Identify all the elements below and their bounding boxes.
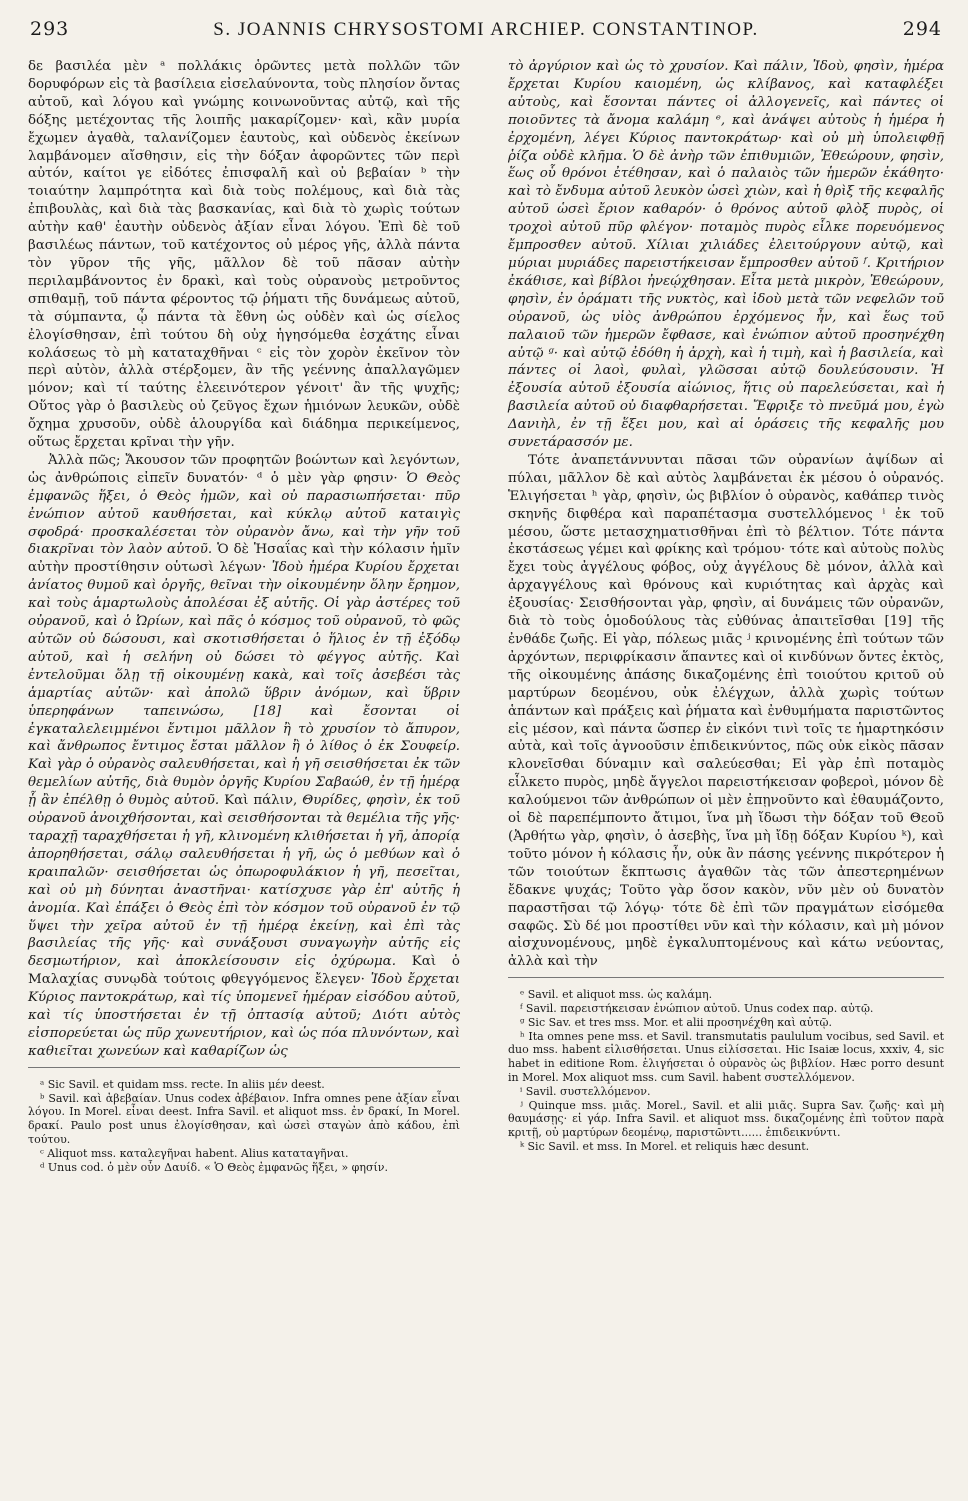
paragraph: τὸ ἀργύριον καὶ ὡς τὸ χρυσίον. Καὶ πάλιν, Ἰδοὺ, φησὶν, ἡμέρα ἔρχεται Κυρίου καιομένη, ὡς κλίβανος, καὶ καταφλέξει αὐτοὺς, καὶ ἔσονται πάντες οἱ ἀλλογενεῖς, καὶ πάντες οἱ ποιοῦντες τὰ ἄνομα καλάμη ᵉ, καὶ ἀνάψει αὐτοὺς ἡ ἡμέρα ἡ ἐρχομένη, λέγει Κύριος παντοκράτωρ· καὶ οὐ μὴ ὑπολειφθῇ ῥίζα οὐδὲ κλῆμα. Ὁ δὲ ἀνὴρ τῶν ἐπιθυμιῶν, Ἐθεώρουν, φησὶν, ἕως οὗ θρόνοι ἐτέθησαν, καὶ ὁ παλαιὸς τῶν ἡμερῶν ἐκάθητο· καὶ τὸ ἔνδυμα αὐτοῦ λευκὸν ὡσεὶ χιὼν, καὶ ἡ θρὶξ τῆς κεφαλῆς αὐτοῦ ὡσεὶ ἔριον καθαρόν· ὁ θρόνος αὐτοῦ φλὸξ πυρὸς, οἱ τροχοὶ αὐτοῦ πῦρ φλέγον· ποταμὸς πυρὸς εἷλκε πορευόμενος ἔμπροσθεν αὐτοῦ. Χίλιαι χιλιάδες ἐλειτούργουν αὐτῷ, καὶ μύριαι μυριάδες παρειστήκεισαν ἔμπροσθεν αὐτοῦ ᶠ. Κριτήριον ἐκάθισε, καὶ βίβλοι ἠνεῴχθησαν. Εἶτα μετὰ μικρὸν, Ἐθεώρουν, φησὶν, ἐν ὁράματι τῆς νυκτὸς, καὶ ἰδοὺ μετὰ τῶν νεφελῶν τοῦ οὐρανοῦ, ὡς υἱὸς ἀνθρώπου ἐρχόμενος ἦν, καὶ ἕως τοῦ παλαιοῦ τῶν ἡμερῶν ἔφθασε, καὶ ἐνώπιον αὐτοῦ προσηνέχθη αὐτῷ ᵍ· καὶ αὐτῷ ἐδόθη ἡ ἀρχὴ, καὶ ἡ τιμὴ, καὶ ἡ βασιλεία, καὶ πάντες οἱ λαοὶ, φυλαὶ, γλῶσσαι αὐτῷ δουλεύσουσιν. Ἡ ἐξουσία αὐτοῦ ἐξουσία αἰώνιος, ἥτις οὐ παρελεύσεται, καὶ ἡ βασιλεία αὐτοῦ οὐ διαφθαρήσεται. Ἔφριξε τὸ πνεῦμά μου, ἐγὼ Δανιὴλ, ἐν τῇ ἕξει μου, καὶ αἱ ὁράσεις τῆς κεφαλῆς μου συνετάρασσόν με. <box>508 59 944 451</box>
quotation: Θυρίδες, φησὶν, ἐκ τοῦ οὐρανοῦ ἀνοιχθήσονται, καὶ σεισθήσονται τὰ θεμέλια τῆς γῆς· ταραχῇ ταραχθήσεται ἡ γῆ, κλινομένη κλιθήσεται ἡ γῆ, ἀπορίᾳ ἀπορηθήσεται, σάλῳ σαλευθήσεται ἡ γῆ, ὡς ὁ μεθύων καὶ ὁ κραιπαλῶν· σεισθήσεται ὡς ὀπωροφυλάκιον ἡ γῆ, πεσεῖται, καὶ οὐ μὴ δύνηται ἀναστῆναι· κατίσχυσε γὰρ ἐπ' αὐτῆς ἡ ἀνομία. Καὶ ἐπάξει ὁ Θεὸς ἐπὶ τὸν κόσμον τοῦ οὐρανοῦ ἐν τῷ ὕψει τὴν χεῖρα αὐτοῦ ἐν τῇ ἡμέρᾳ ἐκείνῃ, καὶ ἐπὶ τὰς βασιλείας τῆς γῆς· καὶ συνάξουσι συναγωγὴν αὐτῆς εἰς δεσμωτήριον, καὶ ἀποκλείσουσιν εἰς ὀχύρωμα. <box>28 793 461 970</box>
left-column <box>28 58 460 1174</box>
footnote-divider <box>508 977 944 978</box>
quotation: Ἰδοὺ ἔρχεται Κύριος παντοκράτωρ, καὶ τίς ὑπομενεῖ ἡμέραν εἰσόδου αὐτοῦ, καὶ τίς ὑποστήσεται ἐν τῇ ὀπτασίᾳ αὐτοῦ; Διότι αὐτὸς εἰσπορεύεται ὡς πῦρ χωνευτήριον, καὶ ὡς πόα πλυνόντων, καὶ καθιεῖται χωνεύων καὶ καθαρίζων ὡς <box>28 972 460 1059</box>
footnote: ʲ Quinque mss. μιᾶς. Morel., Savil. et alii μιᾶς. Supra Sav. ζωῆς· καὶ μὴ θαυμάσῃς· εἰ γάρ. Infra Savil. et aliquot mss. δικαζομένης ἐπὶ τοῦτον παρὰ κριτῇ, οὐ μαρτύρων δεομένῳ, παριστῶντι...... ἐπιδεικνύντι. <box>508 1098 944 1140</box>
page-number-right: 294 <box>902 18 942 40</box>
footnote: ᶜ Aliquot mss. καταλεγῆναι habent. Alius καταταγῆναι. <box>40 1146 349 1160</box>
footnotes-left <box>28 1078 460 1175</box>
right-column <box>508 58 944 1154</box>
footnotes-right <box>508 988 944 1154</box>
footnote: ᵉ Savil. et aliquot mss. ὡς καλάμη. <box>520 988 713 1002</box>
page-number-left: 293 <box>30 18 70 40</box>
footnote: ᶠ Savil. παρειστήκεισαν ἐνώπιον αὐτοῦ. Unus codex παρ. αὐτῷ. <box>520 1002 874 1016</box>
footnote: ⁱ Savil. συστελλόμενον. <box>520 1084 651 1098</box>
paragraph: Ἀλλὰ πῶς; Ἄκουσον τῶν προφητῶν βοώντων καὶ λεγόντων, ὡς ἀνθρώποις εἰπεῖν δυνατόν· ᵈ ὁ μὲν γὰρ φησιν· Ὁ Θεὸς ἐμφανῶς ἥξει, ὁ Θεὸς ἡμῶν, καὶ οὐ παρασιωπήσεται· πῦρ ἐνώπιον αὐτοῦ καυθήσεται, καὶ κύκλῳ αὐτοῦ καταιγὶς σφοδρά· προσκαλέσεται τὸν οὐρανὸν ἄνω, καὶ τὴν γῆν τοῦ διακρῖναι τὸν λαὸν αὐτοῦ. Ὁ δὲ Ἡσαΐας καὶ τὴν κόλασιν ἡμῖν αὐτὴν προστίθησιν οὑτωσὶ λέγων· Ἰδοὺ ἡμέρα Κυρίου ἔρχεται ἀνίατος θυμοῦ καὶ ὀργῆς, θεῖναι τὴν οἰκουμένην ὅλην ἔρημον, καὶ τοὺς ἁμαρτωλοὺς ἀπολέσαι ἐξ αὐτῆς. Οἱ γὰρ ἀστέρες τοῦ οὐρανοῦ, καὶ ὁ Ὠρίων, καὶ πᾶς ὁ κόσμος τοῦ οὐρανοῦ, τὸ φῶς αὐτῶν οὐ δώσουσι, καὶ σκοτισθήσεται ὁ ἥλιος ἐν τῇ ἐξόδῳ αὐτοῦ, καὶ ἡ σελήνη οὐ δώσει τὸ φέγγος αὐτῆς. Καὶ ἐντελοῦμαι ὅλῃ τῇ οἰκουμένῃ κακὰ, καὶ τοῖς ἀσεβέσι τὰς ἁμαρτίας αὐτῶν· καὶ ἀπολῶ ὕβριν ἀνόμων, καὶ ὕβριν ὑπερηφάνων ταπεινώσω, [18] καὶ ἔσονται οἱ ἐγκαταλελειμμένοι ἔντιμοι μᾶλλον ἢ τὸ χρυσίον τὸ ἄπυρον, καὶ ἄνθρωπος ἔντιμος ἔσται μᾶλλον ἢ ὁ λίθος ὁ ἐκ Σουφείρ. Καὶ γὰρ ὁ οὐρανὸς σαλευθήσεται, καὶ ἡ γῆ σεισθήσεται ἐκ τῶν θεμελίων αὐτῆς, διὰ θυμὸν ὀργῆς Κυρίου Σαβαώθ, ἐν τῇ ἡμέρᾳ ᾗ ἂν ἐπέλθῃ ὁ θυμὸς αὐτοῦ. Καὶ πάλιν, Θυρίδες, φησὶν, ἐκ τοῦ οὐρανοῦ ἀνοιχθήσονται, καὶ σεισθήσονται τὰ θεμέλια τῆς γῆς· ταραχῇ ταραχθήσεται ἡ γῆ, κλινομένη κλιθήσεται ἡ γῆ, ἀπορίᾳ ἀπορηθήσεται, σάλῳ σαλευθήσεται ἡ γῆ, ὡς ὁ μεθύων καὶ ὁ κραιπαλῶν· σεισθήσεται ὡς ὀπωροφυλάκιον ἡ γῆ, πεσεῖται, καὶ οὐ μὴ δύνηται ἀναστῆναι· κατίσχυσε γὰρ ἐπ' αὐτῆς ἡ ἀνομία. Καὶ ἐπάξει ὁ Θεὸς ἐπὶ τὸν κόσμον τοῦ οὐρανοῦ ἐν τῷ ὕψει τὴν χεῖρα αὐτοῦ ἐν τῇ ἡμέρᾳ ἐκείνῃ, καὶ ἐπὶ τὰς βασιλείας τῆς γῆς· καὶ συνάξουσι συναγωγὴν αὐτῆς εἰς δεσμωτήριον, καὶ ἀποκλείσουσιν εἰς ὀχύρωμα. Καὶ ὁ Μαλαχίας συνῳδὰ τούτοις φθεγγόμενος ἔλεγεν· Ἰδοὺ ἔρχεται Κύριος παντοκράτωρ, καὶ τίς ὑπομενεῖ ἡμέραν εἰσόδου αὐτοῦ, καὶ τίς ὑποστήσεται ἐν τῇ ὀπτασίᾳ αὐτοῦ; Διότι αὐτὸς εἰσπορεύεται ὡς πῦρ χωνευτήριον, καὶ ὡς πόα πλυνόντων, καὶ καθιεῖται χωνεύων καὶ καθαρίζων ὡς <box>28 452 461 1059</box>
quotation: Ἰδοὺ ἡμέρα Κυρίου ἔρχεται ἀνίατος θυμοῦ καὶ ὀργῆς, θεῖναι τὴν οἰκουμένην ὅλην ἔρημον, καὶ τοὺς ἁμαρτωλοὺς ἀπολέσαι ἐξ αὐτῆς. Οἱ γὰρ ἀστέρες τοῦ οὐρανοῦ, καὶ ὁ Ὠρίων, καὶ πᾶς ὁ κόσμος τοῦ οὐρανοῦ, τὸ φῶς αὐτῶν οὐ δώσουσι, καὶ σκοτισθήσεται ὁ ἥλιος ἐν τῇ ἐξόδῳ αὐτοῦ, καὶ ἡ σελήνη οὐ δώσει τὸ φέγγος αὐτῆς. Καὶ ἐντελοῦμαι ὅλῃ τῇ οἰκουμένῃ κακὰ, καὶ τοῖς ἀσεβέσι τὰς ἁμαρτίας αὐτῶν· καὶ ἀπολῶ ὕβριν ἀνόμων, καὶ ὕβριν ὑπερηφάνων ταπεινώσω, [18] καὶ ἔσονται οἱ ἐγκαταλελειμμένοι ἔντιμοι μᾶλλον ἢ τὸ χρυσίον τὸ ἄπυρον, καὶ ἄνθρωπος ἔντιμος ἔσται μᾶλλον ἢ ὁ λίθος ὁ ἐκ Σουφείρ. Καὶ γὰρ ὁ οὐρανὸς σαλευθήσεται, καὶ ἡ γῆ σεισθήσεται ἐκ τῶν θεμελίων αὐτῆς, διὰ θυμὸν ὀργῆς Κυρίου Σαβαώθ, ἐν τῇ ἡμέρᾳ ᾗ ἂν ἐπέλθῃ ὁ θυμὸς αὐτοῦ. <box>28 560 460 809</box>
footnote: ᵈ Unus cod. ὁ μὲν οὖν Δαυίδ. « Ὁ Θεὸς ἐμφανῶς ἥξει, » φησίν. <box>40 1160 388 1174</box>
running-title: S. JOANNIS CHRYSOSTOMI ARCHIEP. CONSTANTINOP. <box>213 19 759 40</box>
footnote: ᵇ Savil. καὶ ἀβεβαίαν. Unus codex ἀβέβαιον. Infra omnes pene ἀξίαν εἶναι λόγου. In Morel. εἶναι deest. Infra Savil. et aliquot mss. ἐν δρακί, In Morel. δρακί. Paulo post unus ἐλογίσθησαν, καὶ ὡσεὶ σταγὼν ἀπὸ κάδου, ἐπὶ τούτου. <box>28 1091 460 1146</box>
footnote: ʰ Ita omnes pene mss. et Savil. transmutatis paululum vocibus, sed Savil. et duo mss. habent εἰλισθήσεται. Unus εἰλίσσεται. Hic Isaiæ locus, xxxiv, 4, sic habet in editione Rom. ἑλιγήσεται ὁ οὐρανὸς ὡς βιβλίον. Hæc porro desunt in Morel. Mox aliquot mss. cum Savil. habent συστελλόμενον. <box>508 1029 944 1084</box>
footnote-divider <box>28 1067 460 1068</box>
quotation: Ὁ Θεὸς ἐμφανῶς ἥξει, ὁ Θεὸς ἡμῶν, καὶ οὐ παρασιωπήσεται· πῦρ ἐνώπιον αὐτοῦ καυθήσεται, καὶ κύκλῳ αὐτοῦ καταιγὶς σφοδρά· προσκαλέσεται τὸν οὐρανὸν ἄνω, καὶ τὴν γῆν τοῦ διακρῖναι τὸν λαὸν αὐτοῦ. <box>28 470 460 558</box>
footnote: ᵏ Sic Savil. et mss. In Morel. et reliquis hæc desunt. <box>520 1139 810 1153</box>
footnote: ᵍ Sic Sav. et tres mss. Mor. et alii προσηνέχθη καὶ αὐτῷ. <box>520 1015 832 1029</box>
footnote: ᵃ Sic Savil. et quidam mss. recte. In aliis μέν deest. <box>40 1077 325 1091</box>
paragraph: Τότε ἀναπετάννυνται πᾶσαι τῶν οὐρανίων ἀψίδων αἱ πύλαι, μᾶλλον δὲ καὶ αὐτὸς λαμβάνεται ἐκ μέσου ὁ οὐρανός. Ἑλιγήσεται ʰ γὰρ, φησὶν, ὡς βιβλίον ὁ οὐρανὸς, καθάπερ τινὸς σκηνῆς διφθέρα καὶ παραπέτασμα συστελλόμενος ⁱ ἐκ τοῦ μέσου, ὥστε μετασχηματισθῆναι ἐπὶ τὸ βέλτιον. Τότε πάντα ἐκστάσεως γέμει καὶ φρίκης καὶ τρόμου· τότε καὶ αὐτοὺς πολὺς ἔχει τοὺς ἀγγέλους φόβος, οὐχ ἀγγέλους δὲ μόνον, ἀλλὰ καὶ ἀρχαγγέλους καὶ θρόνους καὶ κυριότητας καὶ ἀρχὰς καὶ ἐξουσίας· Σεισθήσονται γὰρ, φησὶν, αἱ δυνάμεις τῶν οὐρανῶν, διὰ τὸ τοὺς ὁμοδούλους τὰς εὐθύνας ἀπαιτεῖσθαι [19] τῆς ἐνθάδε ζωῆς. Εἰ γὰρ, πόλεως μιᾶς ʲ κρινομένης ἐπὶ τούτων τῶν ἀρχόντων, περιφρίκασιν ἅπαντες καὶ οἱ κινδύνων ὄντες ἐκτὸς, τῆς οἰκουμένης ἁπάσης δικαζομένης ἐπὶ τοιούτου κριτοῦ οὐ μαρτύρων δεομένου, οὐκ ἐλέγχων, ἀλλὰ χωρὶς τούτων ἁπάντων καὶ πράξεις καὶ ῥήματα καὶ ἐνθυμήματα παριστῶντος εἰς μέσον, καὶ πάντα ὥσπερ ἐν εἰκόνι τινὶ τοῖς τε ἡμαρτηκόσιν αὐτὰ, καὶ τοῖς ἀγνοοῦσιν ἐπιδεικνύντος, πῶς οὐκ εἰκὸς πᾶσαν κλονεῖσθαι δύναμιν καὶ σαλεύεσθαι; Εἰ γὰρ ἐπὶ ποταμὸς εἷλκετο πυρὸς, μηδὲ ἄγγελοι παρειστήκεισαν φοβεροὶ, μόνον δὲ καλούμενοι τῶν ἀνθρώπων οἱ μὲν ἐπῃνοῦντο καὶ ἐθαυμάζοντο, οἱ δὲ παρεπέμποντο ἄτιμοι, ἵνα μὴ ἴδωσι τὴν δόξαν τοῦ Θεοῦ (Ἀρθήτω γὰρ, φησὶν, ὁ ἀσεβὴς, ἵνα μὴ ἴδῃ δόξαν Κυρίου ᵏ), καὶ τοῦτο μόνον ἡ κόλασις ἦν, οὐκ ἂν πάσης γεέννης πικρότερον ἡ τῶν τοιούτων ἔκπτωσις ἀγαθῶν τὰς τῶν ἀπεστερημένων ἔδακνε ψυχάς; Τοῦτο γὰρ ὅσον κακὸν, νῦν μὲν οὐ δυνατὸν παραστῆσαι τῷ λόγῳ· τότε δὲ ἐπὶ τῶν πραγμάτων εἰσόμεθα σαφῶς. Σὺ δέ μοι προστίθει νῦν καὶ τὴν κόλασιν, καὶ μὴ μόνον αἰσχυνομένους, μηδὲ ἐγκαλυπτομένους καὶ κάτω νεύοντας, ἀλλὰ καὶ τὴν <box>508 452 944 970</box>
running-header <box>30 18 942 48</box>
paragraph: δε βασιλέα μὲν ᵃ πολλάκις ὁρῶντες μετὰ πολλῶν τῶν δορυφόρων εἰς τὰ βασίλεια εἰσελαύνοντα, τοὺς πλησίον ὄντας αὐτοῦ, καὶ λόγου καὶ γνώμης κοινωνοῦντας αὐτῷ, καὶ τῆς δόξης μετέχοντας τῆς λοιπῆς μακαρίζομεν· καὶ, κἂν μυρία ἔχωμεν ἀγαθὰ, ταλανίζομεν ἑαυτοὺς, καὶ οὐδενὸς ἐκείνων λαμβάνομεν αἴσθησιν, εἰς τὴν δόξαν ἀφορῶντες τῶν περὶ αὐτόν, καίτοι γε εἰδότες ἐπισφαλῆ καὶ οὐ βεβαίαν ᵇ τὴν τοιαύτην λαμπρότητα καὶ διὰ τοὺς πολέμους, καὶ διὰ τὰς ἐπιβουλὰς, καὶ διὰ τὰς βασκανίας, καὶ διὰ τὸ χωρὶς τούτων αὐτὴν καθ' ἑαυτὴν οὐδενὸς ἀξίαν εἶναι λόγου. Ἐπὶ δὲ τοῦ βασιλέως πάντων, τοῦ κατέχοντος οὐ μέρος γῆς, ἀλλὰ πάντα τὸν γῦρον τῆς γῆς, μᾶλλον δὲ τοῦ πᾶσαν αὐτὴν περιλαμβάνοντος ἐν δρακὶ, καὶ τοὺς οὐρανοὺς μετροῦντος σπιθαμῇ, τοῦ πάντα φέροντος τῷ ῥήματι τῆς δυνάμεως αὐτοῦ, τὰ σύμπαντα, ᾧ πάντα τὰ ἔθνη ὡς οὐδὲν καὶ ὡς σίελος ἐλογίσθησαν, ἐπὶ τούτου δὴ οὐχ ἡγησόμεθα ἐσχάτης εἶναι κολάσεως τὸ μὴ καταταχθῆναι ᶜ εἰς τὸν χορὸν ἐκεῖνον τὸν περὶ αὐτὸν, ἀλλὰ στέρξομεν, ἂν τῆς γεέννης ἀπαλλαγῶμεν μόνον; καὶ τί ταύτης ἐλεεινότερον γένοιτ' ἂν τῆς ψυχῆς; Οὕτος γὰρ ὁ βασιλεὺς οὐ ζεῦγος ἔχων ἡμιόνων λευκῶν, οὐδὲ ὄχημα χρυσοῦν, οὐδὲ ἁλουργίδα καὶ διάδημα περικείμενος, οὕτως ἔρχεται κρῖναι τὴν γῆν. <box>28 59 460 451</box>
